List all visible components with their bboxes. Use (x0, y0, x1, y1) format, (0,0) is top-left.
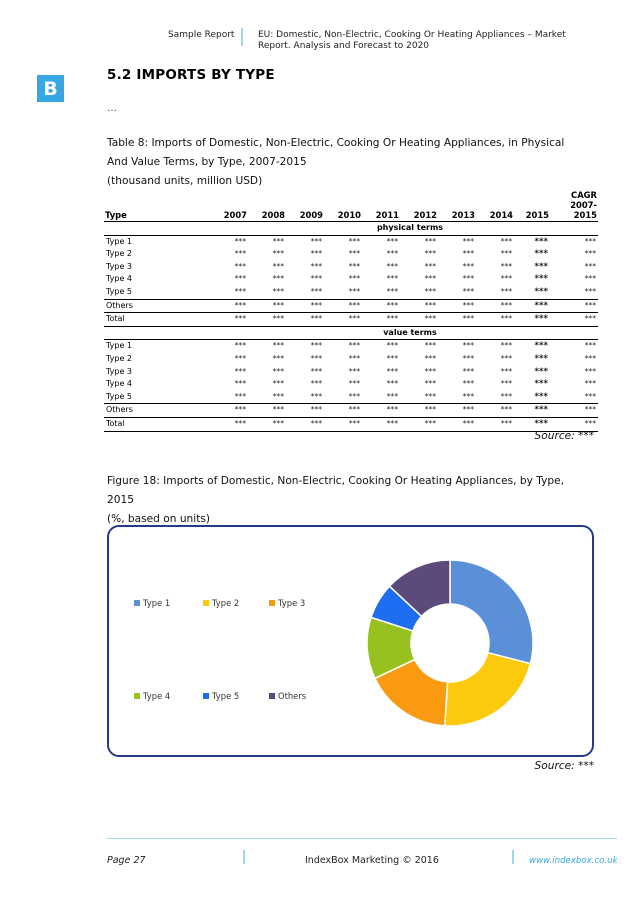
legend-label: Type 3 (278, 598, 306, 608)
table-caption-line-3: (thousand units, million USD) (107, 175, 263, 187)
table-cell: *** (438, 299, 476, 313)
table-cell: *** (234, 274, 246, 284)
section-title: 5.2 IMPORTS BY TYPE (107, 67, 275, 83)
ellipsis-text: … (107, 103, 117, 114)
table-cell: *** (400, 417, 438, 431)
table-cell: *** (286, 404, 324, 418)
table-cell: *** (500, 341, 512, 351)
table-cell: *** (272, 261, 284, 271)
legend-item-others (269, 691, 306, 701)
table-cell: *** (424, 261, 436, 271)
table-cell: *** (534, 353, 548, 364)
table-cell: *** (272, 379, 284, 389)
table-cell: *** (584, 261, 596, 271)
table-cell: *** (348, 391, 360, 401)
table-cell: *** (476, 313, 514, 327)
table-caption (107, 134, 597, 191)
table-cell: *** (424, 274, 436, 284)
table-cell: *** (424, 366, 436, 376)
table-cell: *** (234, 286, 246, 296)
section-row-value (104, 326, 598, 340)
table-cell: *** (424, 236, 436, 246)
table-cell: *** (324, 404, 362, 418)
header-title-line-2: Report. Analysis and Forecast to 2020 (258, 41, 430, 51)
footer-website-link[interactable]: www.indexbox.co.uk (529, 856, 618, 866)
row-label: Type 3 (106, 366, 133, 376)
table-cell: *** (462, 391, 474, 401)
table-cell: *** (386, 379, 398, 389)
table-cell: *** (462, 286, 474, 296)
table-cell: *** (584, 236, 596, 246)
table-row (104, 235, 598, 248)
table-cell: *** (272, 274, 284, 284)
table-cell: *** (386, 274, 398, 284)
table-row (104, 313, 598, 327)
brand-logo: B (37, 75, 64, 102)
table-cell: *** (424, 286, 436, 296)
legend-item-type-3 (269, 598, 305, 608)
footer-page-number: Page 27 (107, 855, 146, 866)
table-cell: *** (550, 404, 598, 418)
table-cell: *** (234, 236, 246, 246)
table-cell: *** (476, 404, 514, 418)
table-cell: *** (400, 313, 438, 327)
table-cell: *** (272, 236, 284, 246)
table-cell: *** (386, 366, 398, 376)
table-cell: *** (500, 379, 512, 389)
table-cell: *** (424, 353, 436, 363)
footer-company: IndexBox Marketing © 2016 (305, 855, 439, 866)
table-cell: *** (550, 313, 598, 327)
table-cell: *** (584, 379, 596, 389)
header-year: 2012 (413, 210, 437, 220)
table-cell: *** (208, 417, 248, 431)
table-cell: *** (462, 236, 474, 246)
table-cell: *** (534, 249, 548, 260)
table-row (104, 340, 598, 353)
table-cell: *** (310, 286, 322, 296)
table-cell: *** (248, 299, 286, 313)
table-cell: *** (310, 274, 322, 284)
value-terms-body (104, 326, 598, 431)
table-cell: *** (462, 341, 474, 351)
table-cell: *** (584, 249, 596, 259)
legend-swatch (134, 693, 140, 699)
table-cell: *** (476, 299, 514, 313)
table-cell: *** (534, 236, 548, 247)
table-cell: *** (500, 236, 512, 246)
table-row (104, 417, 598, 431)
table-cell: *** (462, 249, 474, 259)
table-row (104, 248, 598, 261)
header-year: 2008 (261, 210, 285, 220)
figure-caption (107, 472, 597, 529)
footer-divider (107, 838, 617, 839)
table-cell: *** (386, 286, 398, 296)
table-cell: *** (310, 249, 322, 259)
table-cell: *** (400, 299, 438, 313)
legend-label: Type 2 (212, 598, 240, 608)
table-caption-line-1: Table 8: Imports of Domestic, Non-Electric, Cooking Or Heating Appliances, in Physical (107, 137, 565, 149)
table-cell: *** (584, 391, 596, 401)
donut-chart (360, 553, 540, 733)
header-year: 2015 (525, 210, 549, 220)
table-cell: *** (310, 236, 322, 246)
table-cell: *** (234, 341, 246, 351)
table-cell: *** (362, 404, 400, 418)
header-year: 2009 (299, 210, 323, 220)
imports-table (104, 190, 598, 432)
header-title-line-1: EU: Domestic, Non-Electric, Cooking Or Heating Appliances – Market (258, 30, 566, 40)
table-cell: *** (386, 261, 398, 271)
table-row (104, 286, 598, 299)
legend-item-type-2 (203, 598, 239, 608)
legend-swatch (269, 693, 275, 699)
table-cell: *** (272, 286, 284, 296)
table-cell: *** (500, 274, 512, 284)
table-cell: *** (476, 417, 514, 431)
table-cell: *** (534, 286, 548, 297)
table-cell: *** (584, 366, 596, 376)
table-cell: *** (584, 341, 596, 351)
table-cell: *** (438, 417, 476, 431)
row-label: Total (104, 313, 208, 327)
table-cell: *** (438, 404, 476, 418)
header-cagr (550, 190, 598, 222)
table-cell: *** (500, 286, 512, 296)
table-cell: *** (272, 249, 284, 259)
table-cell: *** (234, 391, 246, 401)
table-row (104, 353, 598, 366)
table-cell: *** (348, 379, 360, 389)
table-cell: *** (286, 313, 324, 327)
table-cell: *** (286, 417, 324, 431)
table-cell: *** (534, 341, 548, 352)
table-cell: *** (272, 353, 284, 363)
header-separator (241, 28, 243, 46)
physical-terms-body (104, 222, 598, 327)
table-cell: *** (208, 299, 248, 313)
table-cell: *** (208, 404, 248, 418)
section-label-value: value terms (383, 327, 437, 337)
donut-slice-type-2 (445, 653, 531, 726)
table-cell: *** (272, 366, 284, 376)
header-report-type: Sample Report (168, 30, 235, 40)
table-cell: *** (462, 261, 474, 271)
legend-swatch (203, 600, 209, 606)
table-cell: *** (386, 391, 398, 401)
table-row (104, 378, 598, 391)
row-label: Type 2 (106, 353, 133, 363)
figure-caption-line-2: 2015 (107, 494, 134, 506)
table-cell: *** (348, 236, 360, 246)
legend-label: Type 1 (143, 598, 171, 608)
table-cell: *** (248, 404, 286, 418)
table-cell: *** (462, 274, 474, 284)
table-cell: *** (310, 353, 322, 363)
legend-label: Type 5 (212, 691, 240, 701)
table-cell: *** (514, 404, 550, 418)
row-label: Type 5 (106, 391, 133, 401)
table-cell: *** (462, 379, 474, 389)
legend-label: Others (278, 691, 307, 701)
legend-swatch (203, 693, 209, 699)
table-cell: *** (386, 341, 398, 351)
table-cell: *** (248, 417, 286, 431)
section-row-physical (104, 222, 598, 236)
table-row (104, 404, 598, 418)
table-cell: *** (386, 353, 398, 363)
table-cell: *** (324, 417, 362, 431)
header-year: 2014 (489, 210, 513, 220)
table-cell: *** (310, 261, 322, 271)
table-cell: *** (534, 261, 548, 272)
table-cell: *** (348, 249, 360, 259)
table-cell: *** (362, 417, 400, 431)
legend-item-type-5 (203, 691, 239, 701)
table-cell: *** (462, 353, 474, 363)
row-label: Others (104, 299, 208, 313)
table-cell: *** (272, 341, 284, 351)
header-year: 2010 (337, 210, 361, 220)
header-year: 2013 (451, 210, 475, 220)
row-label: Type 4 (106, 379, 133, 389)
table-cell: *** (514, 313, 550, 327)
table-cell: *** (272, 391, 284, 401)
table-cell: *** (584, 353, 596, 363)
table-cell: *** (534, 391, 548, 402)
table-cell: *** (362, 313, 400, 327)
legend-item-type-4 (134, 691, 170, 701)
table-cell: *** (348, 366, 360, 376)
table-cell: *** (462, 366, 474, 376)
table-cell: *** (500, 353, 512, 363)
figure-caption-line-1: Figure 18: Imports of Domestic, Non-Electric, Cooking Or Heating Appliances, by Type, (107, 475, 564, 487)
table-row (104, 366, 598, 379)
table-cell: *** (550, 299, 598, 313)
footer-separator (512, 850, 514, 864)
row-label: Type 5 (106, 286, 133, 296)
table-cell: *** (348, 286, 360, 296)
figure-source: Source: *** (534, 760, 594, 772)
row-label: Type 2 (106, 249, 133, 259)
table-cell: *** (584, 286, 596, 296)
table-cell: *** (438, 313, 476, 327)
header-cagr-line: CAGR (571, 190, 597, 200)
legend-label: Type 4 (143, 691, 171, 701)
table-cell: *** (324, 313, 362, 327)
section-label-physical: physical terms (376, 223, 444, 232)
table-cell: *** (208, 313, 248, 327)
table-cell: *** (310, 391, 322, 401)
table-cell: *** (534, 379, 548, 390)
figure-caption-line-3: (%, based on units) (107, 513, 211, 525)
table-cell: *** (248, 313, 286, 327)
table-cell: *** (234, 249, 246, 259)
table-row (104, 299, 598, 313)
table-cell: *** (234, 261, 246, 271)
donut-slice-type-1 (450, 560, 533, 664)
table-caption-line-2: And Value Terms, by Type, 2007-2015 (107, 156, 307, 168)
table-cell: *** (362, 299, 400, 313)
row-label: Others (104, 404, 208, 418)
header-cagr-line: 2015 (573, 210, 597, 220)
header-year: 2007 (223, 210, 247, 220)
table-row (104, 261, 598, 274)
row-label: Type 4 (106, 274, 133, 284)
header-cagr-line: 2007- (570, 200, 597, 210)
legend-swatch (269, 600, 275, 606)
row-label: Type 1 (106, 236, 133, 246)
footer-separator (243, 850, 245, 864)
table-cell: *** (348, 353, 360, 363)
table-cell: *** (310, 366, 322, 376)
table-cell: *** (234, 366, 246, 376)
legend-item-type-1 (134, 598, 170, 608)
header-year: 2011 (375, 210, 399, 220)
table-cell: *** (348, 274, 360, 284)
table-cell: *** (550, 417, 598, 431)
table-source: Source: *** (534, 430, 594, 442)
table-cell: *** (386, 236, 398, 246)
table-row (104, 273, 598, 286)
table-cell: *** (424, 341, 436, 351)
table-cell: *** (534, 274, 548, 285)
table-cell: *** (514, 417, 550, 431)
table-cell: *** (234, 353, 246, 363)
table-cell: *** (500, 249, 512, 259)
table-cell: *** (310, 379, 322, 389)
table-row (104, 391, 598, 404)
table-cell: *** (234, 379, 246, 389)
table-cell: *** (324, 299, 362, 313)
table-cell: *** (500, 366, 512, 376)
table-cell: *** (424, 391, 436, 401)
table-cell: *** (584, 274, 596, 284)
header-type: Type (105, 210, 127, 220)
legend-swatch (134, 600, 140, 606)
row-label: Type 3 (106, 261, 133, 271)
table-cell: *** (348, 261, 360, 271)
row-label: Type 1 (106, 341, 133, 351)
table-cell: *** (500, 391, 512, 401)
table-cell: *** (386, 249, 398, 259)
table-cell: *** (424, 249, 436, 259)
table-cell: *** (310, 341, 322, 351)
table-cell: *** (500, 261, 512, 271)
table-cell: *** (286, 299, 324, 313)
table-cell: *** (400, 404, 438, 418)
table-cell: *** (534, 366, 548, 377)
table-cell: *** (424, 379, 436, 389)
table-cell: *** (348, 341, 360, 351)
header-report-title (258, 30, 578, 52)
table-header-row (104, 190, 598, 222)
row-label: Total (104, 417, 208, 431)
table-cell: *** (514, 299, 550, 313)
